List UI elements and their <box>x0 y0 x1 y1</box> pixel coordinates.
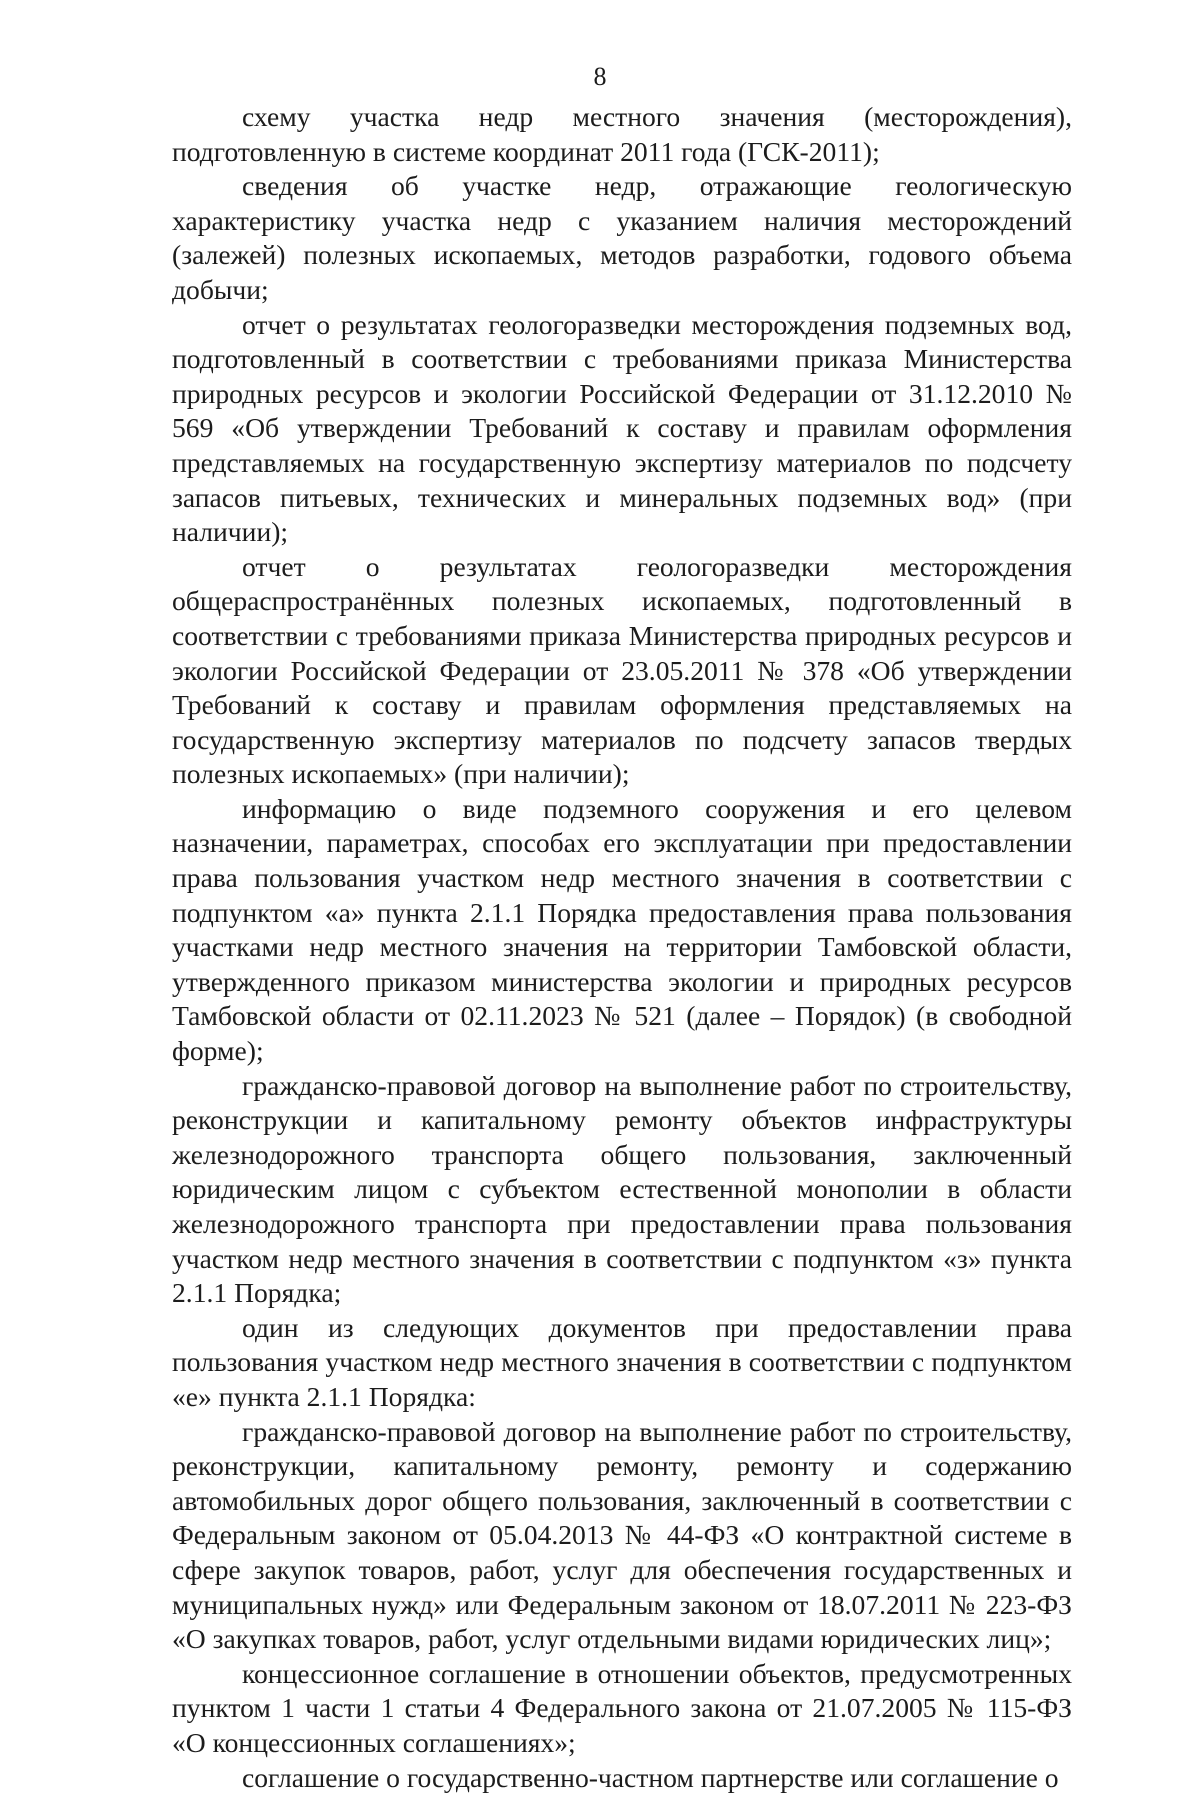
paragraph: гражданско-правовой договор на выполнение работ по строительству, реконструкции и капитальному ремонту объектов инфраструктуры железнодорожного транспорта общего пользования, заключенный юридическим лицом с субъектом естественной монополии в области железнодорожного транспорта при предоставлении права пользования участком недр местного значения в соответствии с подпунктом «з» пункта 2.1.1 Порядка; <box>172 1069 1072 1311</box>
paragraph: сведения об участке недр, отражающие геологическую характеристику участка недр с указанием наличия месторождений (залежей) полезных ископаемых, методов разработки, годового объема добычи; <box>172 169 1072 307</box>
paragraph: один из следующих документов при предоставлении права пользования участком недр местного значения в соответствии с подпунктом «е» пункта 2.1.1 Порядка: <box>172 1311 1072 1415</box>
paragraph: схему участка недр местного значения (месторождения), подготовленную в системе координат 2011 года (ГСК-2011); <box>172 100 1072 169</box>
paragraph: отчет о результатах геологоразведки месторождения общераспространённых полезных ископаемых, подготовленный в соответствии с требованиями приказа Министерства природных ресурсов и экологии Российской Федерации от 23.05.2011 № 378 «Об утверждении Требований к составу и правилам оформления представляемых на государственную экспертизу материалов по подсчету запасов твердых полезных ископаемых» (при наличии); <box>172 550 1072 792</box>
document-body <box>172 100 1072 1795</box>
paragraph: соглашение о государственно-частном партнерстве или соглашение о <box>172 1761 1072 1795</box>
paragraph: концессионное соглашение в отношении объектов, предусмотренных пунктом 1 части 1 статьи 4 Федерального закона от 21.07.2005 № 115-ФЗ «О концессионных соглашениях»; <box>172 1657 1072 1761</box>
page-number: 8 <box>0 62 1200 92</box>
paragraph: информацию о виде подземного сооружения и его целевом назначении, параметрах, способах его эксплуатации при предоставлении права пользования участком недр местного значения в соответствии с подпунктом «а» пункта 2.1.1 Порядка предоставления права пользования участками недр местного значения на территории Тамбовской области, утвержденного приказом министерства экологии и природных ресурсов Тамбовской области от 02.11.2023 № 521 (далее – Порядок) (в свободной форме); <box>172 792 1072 1069</box>
paragraph: гражданско-правовой договор на выполнение работ по строительству, реконструкции, капитальному ремонту, ремонту и содержанию автомобильных дорог общего пользования, заключенный в соответствии с Федеральным законом от 05.04.2013 № 44-ФЗ «О контрактной системе в сфере закупок товаров, работ, услуг для обеспечения государственных и муниципальных нужд» или Федеральным законом от 18.07.2011 № 223-ФЗ «О закупках товаров, работ, услуг отдельными видами юридических лиц»; <box>172 1415 1072 1657</box>
paragraph: отчет о результатах геологоразведки месторождения подземных вод, подготовленный в соответствии с требованиями приказа Министерства природных ресурсов и экологии Российской Федерации от 31.12.2010 № 569 «Об утверждении Требований к составу и правилам оформления представляемых на государственную экспертизу материалов по подсчету запасов питьевых, технических и минеральных подземных вод» (при наличии); <box>172 308 1072 550</box>
